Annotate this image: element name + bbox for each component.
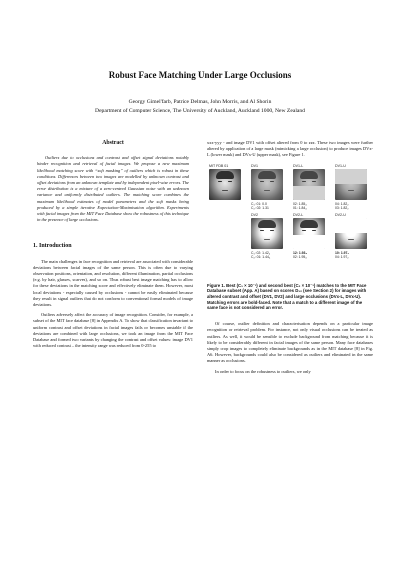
label-dv2: DV2 xyxy=(251,212,258,217)
score-dv1: C₁: 01: 0.0 C₂: 02: 1.31 xyxy=(251,201,269,211)
label-dv1-u: DV1-U xyxy=(335,163,346,168)
score-dv2-u: 10: 1.97₂ 04: 1.97₂ xyxy=(335,250,349,260)
score-dv1-l: 02: 1.85₄ 01: 1.84₄ xyxy=(293,201,307,211)
right-paragraph-3: In order to focus on the robustness to outliers, we only xyxy=(215,368,311,374)
author-block xyxy=(20,98,380,115)
label-original: MIT FDB 01 xyxy=(209,163,229,168)
abstract-body: Outliers due to occlusions and contrast and offset signal deviations notably hinder recognition and retrieval of facial images. We propose a new maximum likelihood matching score with “soft masking” of outliers which is robust in these conditions. Differences between two images are modelled by unknown contrast and offset deviations from an unknown template and by independent pixel-wise errors. The error distribution is a mixture of a zero-centred Gaussian noise with an unknown variance and uniformly distributed outliers. The matching score combines the maximum likelihood estimates of model parameters and the soft masks being produced by a simple iterative Expectation-Maximisation algorithm. Experiments with facial images from the MIT Face Database show the robustness of this technique in the presence of large occlusions. xyxy=(37,155,189,223)
face-image-dv2-l xyxy=(293,218,325,249)
score-dv2: C₁: 02: 1.42₄ C₂: 01: 1.44₄ xyxy=(251,250,271,260)
paper-title: Robust Face Matching Under Large Occlusions xyxy=(108,70,292,80)
face-image-dv2 xyxy=(251,218,283,249)
label-dv1-l: DV1-L xyxy=(293,163,304,168)
left-column xyxy=(33,140,193,353)
score-dv2-l: 12: 1.93₄ 02: 1.95₄ xyxy=(293,250,308,260)
figure-1 xyxy=(207,163,373,277)
right-column xyxy=(207,140,373,379)
intro-paragraph-1: The main challenges in face recognition and retrieval are associated with considerable deviations between facial images of the same person. This is often due to varying observation positions, orientation, and resolution, different illumination, partial occlusions (e.g. by hair, glasses, scarves), and so on. Thus robust best image matching has to allow for these deviations in the matching score and effectively eliminate them. However, most local deviations - especially caused by occlusions - cannot be easily eliminated because they result in signal outliers that do not conform to conventional formal models of image deviations. xyxy=(33,258,193,308)
label-dv2-l: DV2-L xyxy=(293,212,304,217)
face-image-dv1-l xyxy=(293,169,325,200)
right-paragraph-1: xxx-yyy - and image DV1 with offset altered from 0 to zzz. These two images were further altered by application of a large mask (mimicking a large occlusion) to produce images DVx-L (lower mask) and DVx-U (upper mask), see Figure 1. xyxy=(207,140,373,158)
intro-paragraph-2: Outliers adversely affect the accuracy of image recognition. Consider, for example, a subset of the MIT face database [8] in Appendix A. To show that classification invariant to uniform contrast and offset deviations in facial images fails or becomes unstable if the deviations are combined with large occlusions, we took an image from the MIT Face Database and formed two variants by changing the contrast and offset values: image DV1 with reduced contrast – the intensity range was reduced from 0-255 to xyxy=(33,312,193,349)
face-image-original xyxy=(209,169,241,200)
face-image-dv2-u xyxy=(335,218,367,249)
author-affiliation: Department of Computer Science, The University of Auckland, Auckland 1000, New Zealand xyxy=(95,107,305,114)
label-dv1: DV1 xyxy=(251,163,258,168)
right-paragraph-2: Of course, outlier definition and characterisation depends on a particular image recognition or retrieval problem. For instance, not only visual occlusions can be treated as outliers. As well, it would be sensible to exclude background from matching because it is likely to be considerably different in facial images of the same person. Many face databases simply crop images to completely eliminate backgrounds as in the MIT database [8] in Fig. A6. However, backgrounds could also be considered as outliers and eliminated in the same manner as occlusions. xyxy=(207,321,373,364)
label-dv2-u: DV2-U xyxy=(335,212,346,217)
face-image-dv1-u xyxy=(335,169,367,200)
face-image-dv1 xyxy=(251,169,283,200)
section-heading-introduction: 1. Introduction xyxy=(33,243,72,250)
figure-1-caption: Figure 1. Best (C₁ × 10⁻³) and second best (C₂ × 10⁻³) matches to the MIT Face Database subset (App. A) based on scores D₁₂ (see Section 2) for images with altered contrast and offset (DV1, DV2) and large occlusions (DVx-L, DVx-U). Matching errors are bold-faced. Note that a match to a different image of the same face is not considered an error. xyxy=(207,282,367,311)
score-dv1-u: 04: 1.82₂ 03: 1.82₂ xyxy=(335,201,349,211)
abstract-heading: Abstract xyxy=(102,140,124,146)
author-names: Georgy Gimel'farb, Patrice Delmas, John Morris, and Al Shorin xyxy=(128,99,272,105)
